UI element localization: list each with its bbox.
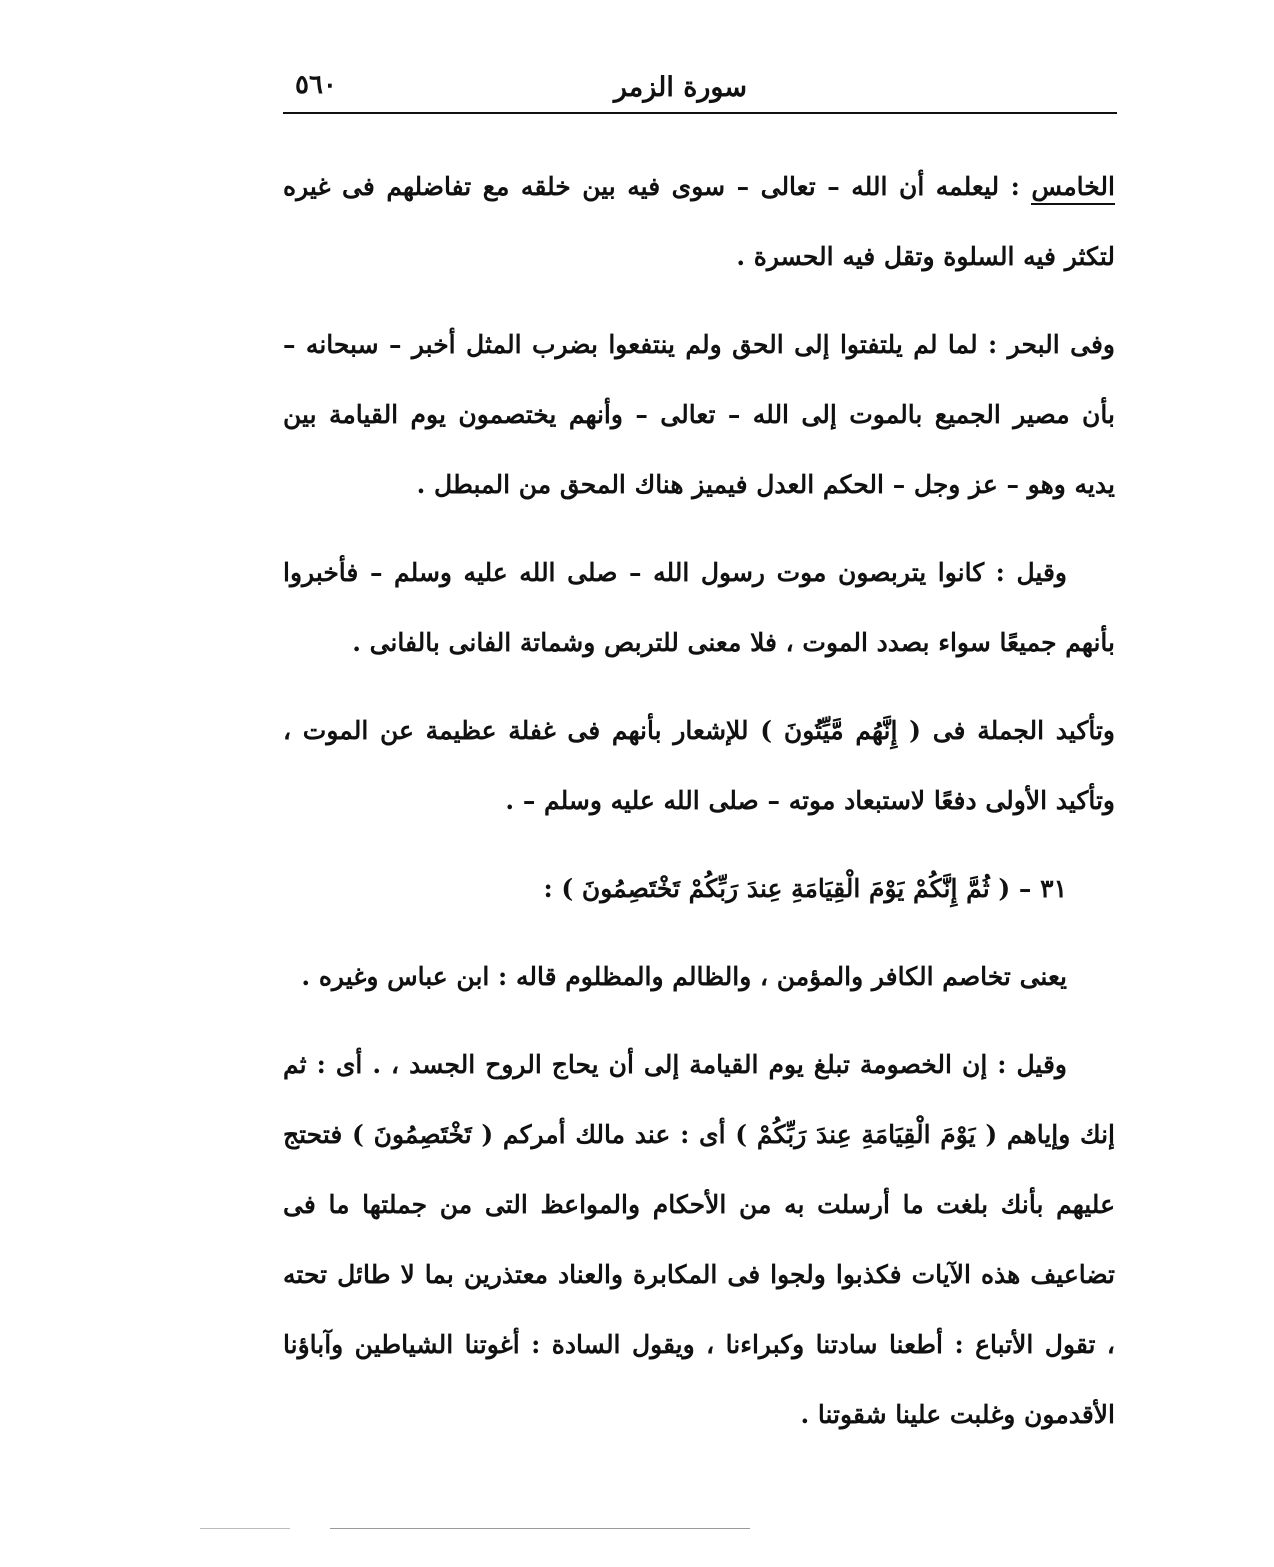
paragraph-yani: يعنى تخاصم الكافر والمؤمن ، والظالم والمظلوم قاله : ابن عباس وغيره . [301,962,1067,991]
paragraph-text: : ليعلمه أن الله – تعالى – سوى فيه بين خلقه مع تفاضلهم فى غيره لتكثر فيه السلوة وتقل فيه الحسرة . [283,172,1115,271]
footer-mark-left [200,1528,290,1529]
page-header [283,62,1115,112]
paragraph-fifth [283,152,1115,292]
page-number: ٥٦٠ [295,70,337,100]
surah-title: سورة الزمر [613,72,747,103]
verse-31: ٣١ – ( ثُمَّ إِنَّكُمْ يَوْمَ الْقِيَامَةِ عِندَ رَبِّكُمْ تَخْتَصِمُونَ ) : [543,874,1067,903]
footer-mark [330,1528,750,1529]
paragraph-qila-2: وقيل : إن الخصومة تبلغ يوم القيامة إلى أن يحاج الروح الجسد ، . أى : ثم إنك وإياهم ( يَوْمَ الْقِيَامَةِ عِندَ رَبِّكُمْ ) أى : عند مالك أمركم ( تَخْتَصِمُونَ ) فتحتج عليهم بأنك بلغت ما أرسلت به من الأحكام والمواعظ التى من جملتها ما فى تضاعيف هذه الآيات فكذبوا ولجوا فى المكابرة والعناد معتذرين بما لا طائل تحته ، تقول الأتباع : أطعنا سادتنا وكبراءنا ، ويقول السادة : أغوتنا الشياطين وآباؤنا الأقدمون وغلبت علينا شقوتنا . [283,1050,1115,1429]
header-divider [283,112,1117,114]
page-body [283,150,1115,1450]
paragraph-takid: وتأكيد الجملة فى ( إِنَّهُم مَّيِّتُونَ ) للإشعار بأنهم فى غفلة عظيمة عن الموت ، وتأكيد الأولى دفعًا لاستبعاد موته – صلى الله عليه وسلم – . [283,716,1115,815]
paragraph-bahr: وفى البحر : لما لم يلتفتوا إلى الحق ولم ينتفعوا بضرب المثل أخبر – سبحانه – بأن مصير الجميع بالموت إلى الله – تعالى – وأنهم يختصمون يوم القيامة بين يديه وهو – عز وجل – الحكم العدل فيميز هناك المحق من المبطل . [283,330,1115,499]
paragraph-qila-1: وقيل : كانوا يتربصون موت رسول الله – صلى الله عليه وسلم – فأخبروا بأنهم جميعًا سواء بصدد الموت ، فلا معنى للتربص وشماتة الفانى بالفانى . [283,558,1115,657]
paragraph-lead-word: الخامس [1031,172,1115,205]
